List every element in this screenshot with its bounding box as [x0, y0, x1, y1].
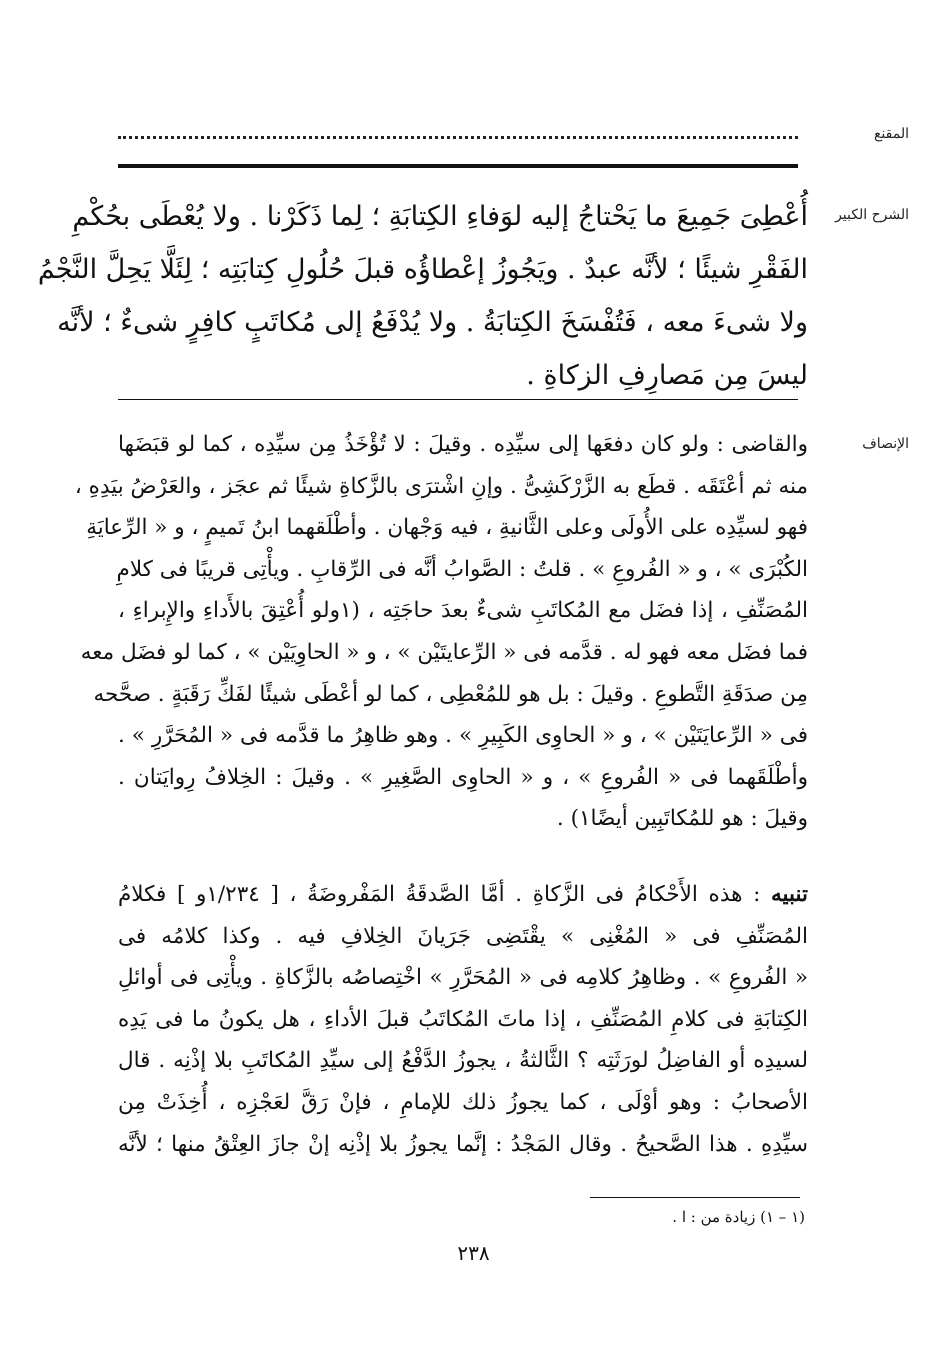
tanbih-line: المُصَنِّفِ فى « المُغْنِى » يقْتَضِى جَرَيانَ الخِلافِ فيه . وكذا كلامُه فى: [118, 923, 808, 949]
header-label: المقنع: [873, 126, 909, 142]
footnote: (١ – ١) زيادة من : ا .: [672, 1208, 805, 1226]
page-number: ٢٣٨: [457, 1241, 490, 1265]
tanbih-line: الكِتابَةِ فى كلامِ المُصَنِّفِ ، إذا ماتَ المُكاتَبُ قبلَ الأداءِ ، هل يكونُ ما فى يَدِه: [118, 1006, 808, 1032]
section-divider-thin: [118, 399, 798, 400]
insaf-line: والقاضى : ولو كان دفعَها إلى سيِّدِه . وقيلَ : لا تُؤْخَذُ مِن سيِّدِه ، كما لو قبَضَها: [118, 432, 808, 457]
footnote-rule: [590, 1197, 800, 1198]
sharh-section-label: الشرح الكبير: [835, 207, 909, 223]
tanbih-line: لسيدِه أو الفاضِلُ لورَثَتِه ؟ الثَّالثةُ ، يجوزُ الدَّفْعُ إلى سيِّدِ المُكاتَبِ بلا إذْنِه . قال: [118, 1048, 808, 1074]
insaf-line: فما فضَل معه فهو له . قدَّمه فى « الرِّعايتَيْن » ، و « الحاوِيَيْن » ، كما لو فضَل معه: [80, 639, 808, 665]
insaf-line: مِن صدَقَةِ التَّطوعِ . وقيلَ : بل هو للمُعْطِى ، كما لو أعْطَى شيئًا لفَكِّ رَقَبَةٍ . صحَّحه: [93, 681, 808, 707]
sharh-text-block: [37, 190, 808, 402]
sharh-line: الفَقْرِ شيئًا ؛ لأنَّه عبدٌ . ويَجُوزُ إعْطاؤُه قبلَ حُلُولِ كِتابَتِه ؛ لِئَلَّا يَحِلَّ النَّجْمُ: [37, 254, 808, 285]
insaf-line: وقيلَ : هو للمُكاتَبِين أيضًا١) .: [556, 806, 808, 832]
insaf-line: منه ثم أعْتَقَه . قطَع به الزَّرْكَشِىُّ . وإنِ اشْترَى بالزَّكاةِ شيئًا ثم عجَز ، والعَرْضُ بيَدِهِ ،: [74, 473, 808, 499]
insaf-section-label: الإنصاف: [862, 436, 909, 452]
tanbih-line: سيِّدِهِ . هذا الصَّحيحُ . وقال المَجْدُ : إنَّما يجوزُ بلا إذْنِه إنْ جازَ العِتْقُ منها ؛ لأنَّه: [118, 1131, 808, 1157]
insaf-line: المُصَنِّفِ ، إذا فضَل مع المُكاتَبِ شىءٌ بعدَ حاجَتِه ، (١ولو أُعْتِقَ بالأَداءِ والإِبراءِ ،: [118, 598, 808, 624]
tanbih-lead: تنبيه: [771, 882, 808, 907]
section-divider-thick: [118, 164, 798, 168]
sharh-line: أُعْطِىَ جَمِيعَ ما يَحْتاجُ إليه لوَفاءِ الكِتابَةِ ؛ لِما ذَكَرْنا . ولا يُعْطَى بحُكْمِ: [72, 201, 808, 232]
insaf-line: وأطْلَقَهما فى « الفُروعِ » ، و « الحاوِى الصَّغِيرِ » . وقيلَ : الخِلافُ رِوايَتان .: [118, 764, 808, 790]
insaf-text-block: [74, 424, 808, 840]
sharh-line: ليسَ مِن مَصارِفِ الزكاةِ .: [526, 360, 808, 391]
tanbih-line: « الفُروعِ » . وظاهِرُ كلامِه فى « المُحَرَّرِ » اخْتِصاصُه بالزَّكاةِ . ويأْتِى فى أوائلِ: [118, 965, 808, 991]
tanbih-text-block: [118, 874, 808, 1165]
header-dotted-rule: [118, 126, 798, 139]
insaf-line: فى « الرِّعايَتَيْن » ، و « الحاوِى الكَبِيرِ » . وهو ظاهِرُ ما قدَّمه فى « المُحَرَّرِ » .: [118, 723, 808, 749]
tanbih-line: الأصحابُ : وهو أوْلَى ، كما يجوزُ ذلك للإمامِ ، فإنْ رَقَّ لعَجْزِه ، أُخِذَتْ مِن: [118, 1089, 808, 1115]
insaf-line: الكُبْرَى » ، و « الفُروعِ » . قلتُ : الصَّوابُ أنَّه فى الرِّقابِ . ويأْتِى قريبًا فى كلامِ: [116, 556, 808, 582]
tanbih-line: [118, 874, 808, 916]
insaf-line: فهو لسيِّدِه على الأُولَى وعلى الثَّانيةِ ، فيه وَجْهان . وأطْلَقهما ابنُ تَميمٍ ، و « الرِّعايَةِ: [86, 515, 808, 541]
sharh-line: ولا شىءَ معه ، فَتُفْسَخَ الكِتابَةُ . ولا يُدْفَعُ إلى مُكاتَبٍ كافِرٍ شىءٌ ؛ لأنَّه: [57, 307, 808, 338]
tanbih-line-text: : هذه الأَحْكامُ فى الزَّكاةِ . أمَّا الصَّدقَةُ المَفْروضَةُ ، [ ١/٢٣٤و ] فكلامُ: [118, 882, 761, 907]
